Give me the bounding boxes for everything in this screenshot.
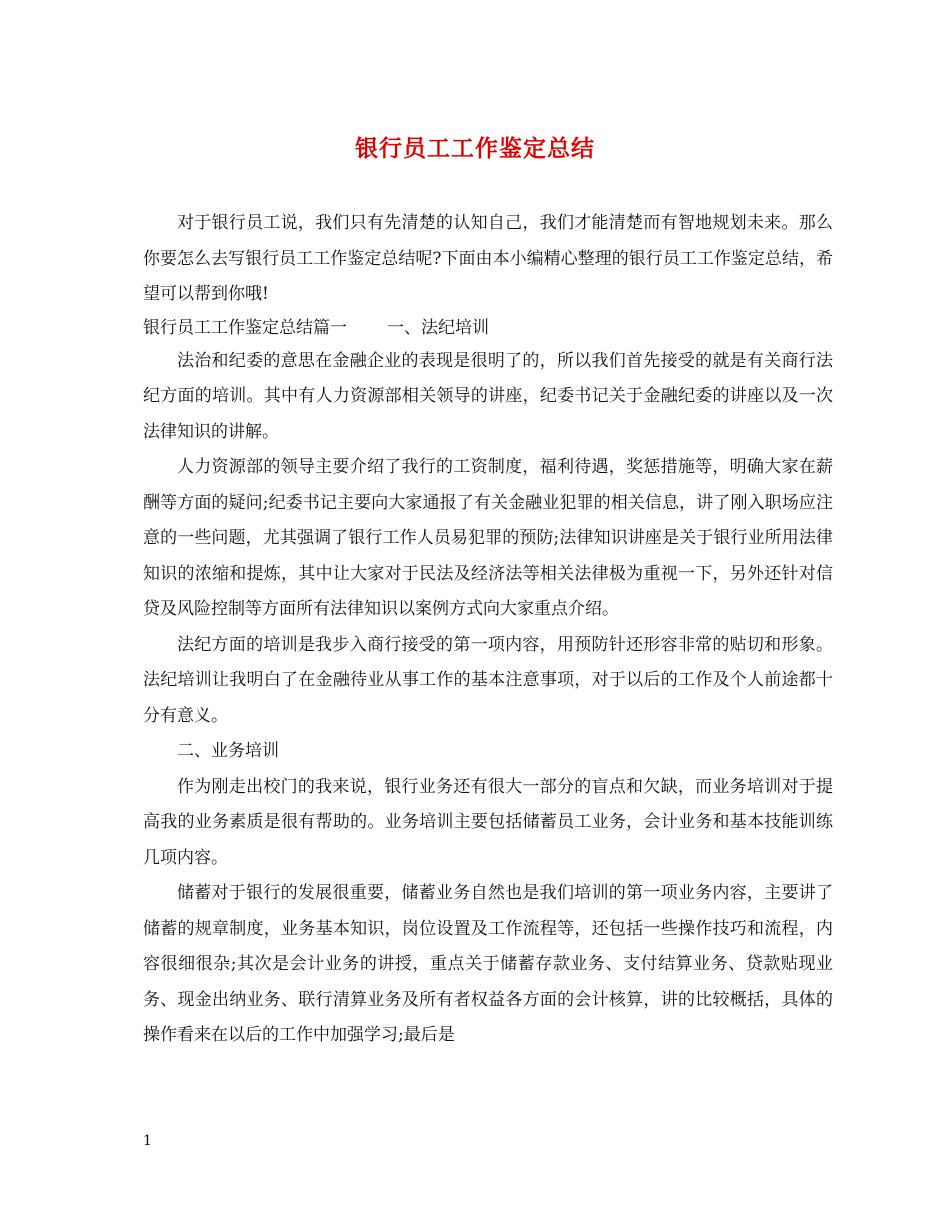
paragraph-3: 法纪方面的培训是我步入商行接受的第一项内容，用预防针还形容非常的贴切和形象。法纪培训让我明白了在金融待业从事工作的基本注意事项，对于以后的工作及个人前途都十分有意义。: [143, 634, 833, 726]
subheading-business-training: 二、业务培训: [177, 741, 279, 761]
section-heading: [143, 313, 833, 344]
page-number: 1: [143, 1133, 152, 1149]
document-body: [143, 206, 833, 1054]
paragraph-1: 法治和纪委的意思在金融企业的表现是很明了的，所以我们首先接受的就是有关商行法纪方面的培训。其中有人力资源部相关领导的讲座，纪委书记关于金融纪委的讲座以及一次法律知识的讲解。: [143, 350, 833, 442]
paragraph-4: 作为刚走出校门的我来说，银行业务还有很大一部分的盲点和欠缺，而业务培训对于提高我的业务素质是很有帮助的。业务培训主要包括储蓄员工业务，会计业务和基本技能训练几项内容。: [143, 776, 833, 868]
document-title: 银行员工工作鉴定总结: [355, 135, 595, 162]
section-heading-subtitle: 一、法纪培训: [387, 317, 489, 338]
paragraph-2: 人力资源部的领导主要介绍了我行的工资制度，福利待遇，奖惩措施等，明确大家在薪酬等方面的疑问;纪委书记主要向大家通报了有关金融业犯罪的相关信息，讲了刚入职场应注意的一些问题，尤其强调了银行工作人员易犯罪的预防;法律知识讲座是关于银行业所用法律知识的浓缩和提炼，其中让大家对于民法及经济法等相关法律极为重视一下，另外还针对信贷及风险控制等方面所有法律知识以案例方式向大家重点介绍。: [143, 457, 833, 619]
intro-paragraph: 对于银行员工说，我们只有先清楚的认知自己，我们才能清楚而有智地规划未来。那么你要怎么去写银行员工工作鉴定总结呢?下面由本小编精心整理的银行员工工作鉴定总结，希望可以帮到你哦!: [143, 213, 833, 304]
paragraph-5: 储蓄对于银行的发展很重要，储蓄业务自然也是我们培训的第一项业务内容，主要讲了储蓄的规章制度，业务基本知识，岗位设置及工作流程等，还包括一些操作技巧和流程，内容很细很杂;其次是会计业务的讲授，重点关于储蓄存款业务、支付结算业务、贷款贴现业务、现金出纳业务、联行清算业务及所有者权益各方面的会计核算，讲的比较概括，具体的操作看来在以后的工作中加强学习;最后是: [143, 883, 833, 1045]
section-heading-title: 银行员工工作鉴定总结篇一: [143, 317, 347, 338]
